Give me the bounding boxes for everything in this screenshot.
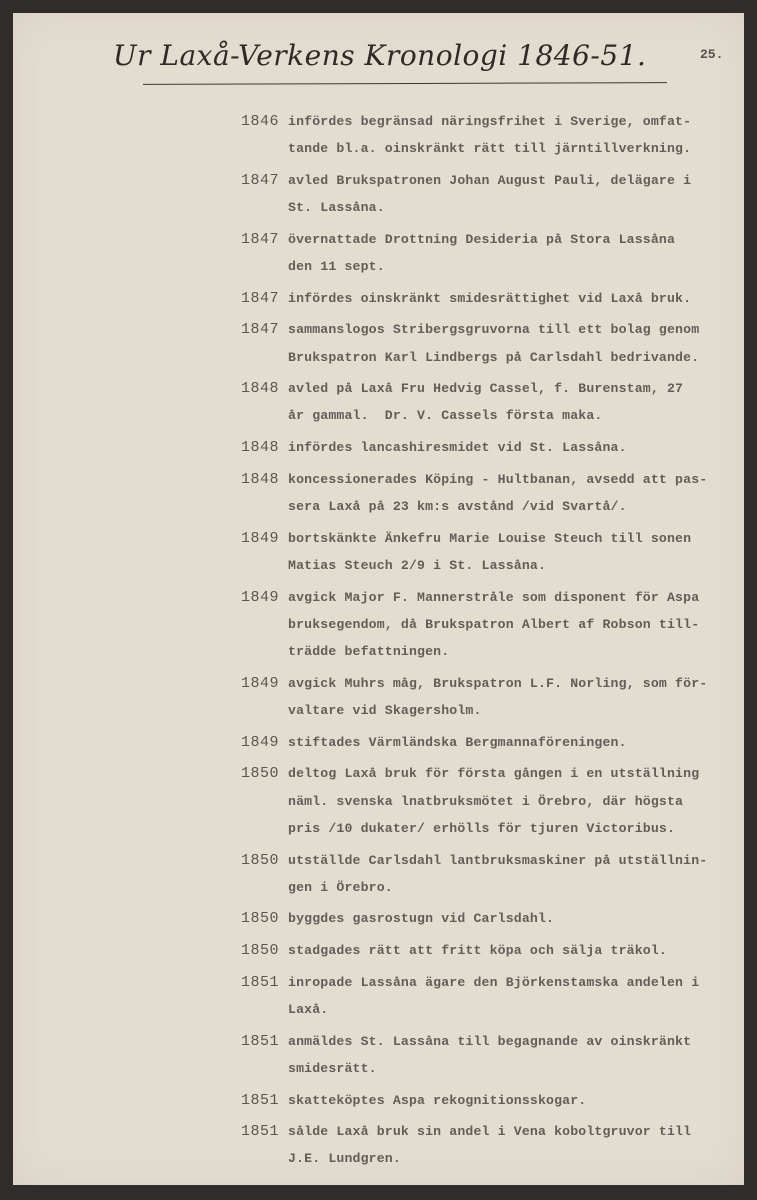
entry-text-line: trädde befattningen. [288, 644, 450, 660]
entry-year: 1851 [241, 1032, 280, 1050]
handwritten-title: Ur Laxå-Verkens Kronologi 1846-51. [113, 39, 647, 72]
entry-text-line: sammanslogos Stribergsgruvorna till ett bolag genom [288, 322, 700, 338]
entry-text-line: bruksegendom, då Brukspatron Albert af Robson till- [288, 616, 700, 632]
entry-year: 1850 [241, 910, 280, 928]
entry-text-line: år gammal. Dr. V. Cassels första maka. [288, 408, 603, 424]
entry-year: 1847 [241, 289, 280, 307]
entry-text-line: byggdes gasrostugn vid Carlsdahl. [288, 911, 555, 927]
entry-text-line: bortskänkte Änkefru Marie Louise Steuch till sonen [288, 530, 692, 546]
entry-year: 1850 [241, 851, 280, 869]
title-underline [143, 82, 667, 85]
entry-year: 1851 [241, 1123, 280, 1141]
entry-year: 1849 [241, 674, 280, 692]
entry-text-line: avgick Muhrs måg, Brukspatron L.F. Norling, som för- [288, 675, 708, 691]
entry-text-line: skatteköptes Aspa rekognitionsskogar. [288, 1092, 587, 1108]
entry-text-line: stadgades rätt att fritt köpa och sälja träkol. [288, 943, 667, 959]
entry-year: 1849 [241, 529, 280, 547]
entry-text-line: Brukspatron Karl Lindbergs på Carlsdahl bedrivande. [288, 349, 700, 365]
entry-text-line: smidesrätt. [288, 1060, 377, 1076]
entry-text-line: infördes oinskränkt smidesrättighet vid Laxå bruk. [288, 290, 692, 306]
entry-year: 1847 [241, 171, 280, 189]
entry-text-line: avled Brukspatronen Johan August Pauli, delägare i [288, 172, 692, 188]
entry-text-line: övernattade Drottning Desideria på Stora Lassåna [288, 231, 676, 247]
entry-year: 1850 [241, 765, 280, 783]
entry-text-line: gen i Örebro. [288, 879, 393, 895]
entry-text-line: anmäldes St. Lassåna till begagnande av oinskränkt [288, 1033, 692, 1049]
entry-year: 1850 [241, 942, 280, 960]
entry-text-line: utställde Carlsdahl lantbruksmaskiner på utställnin- [288, 852, 708, 868]
entry-year: 1848 [241, 439, 280, 457]
entry-text-line: St. Lassåna. [288, 200, 385, 216]
entry-year: 1851 [241, 973, 280, 991]
entry-text-line: deltog Laxå bruk för första gången i en utställning [288, 766, 700, 782]
entry-year: 1849 [241, 733, 280, 751]
entry-text-line: pris /10 dukater/ erhölls för tjuren Victoribus. [288, 820, 676, 836]
entry-text-line: Laxå. [288, 1001, 329, 1017]
entry-year: 1847 [241, 321, 280, 339]
entry-text-line: tande bl.a. oinskränkt rätt till järntillverkning. [288, 141, 692, 157]
entry-text-line: avled på Laxå Fru Hedvig Cassel, f. Burenstam, 27 [288, 381, 684, 397]
entry-text-line: koncessionerades Köping - Hultbanan, avsedd att pas- [288, 471, 708, 487]
entry-text-line: valtare vid Skagersholm. [288, 702, 482, 718]
entry-text-line: infördes lancashiresmidet vid St. Lassåna. [288, 440, 627, 456]
entry-text-line: den 11 sept. [288, 258, 385, 274]
entry-text-line: J.E. Lundgren. [288, 1151, 401, 1167]
entry-year: 1849 [241, 588, 280, 606]
entry-year: 1851 [241, 1091, 280, 1109]
entry-year: 1847 [241, 230, 280, 248]
entry-text-line: sålde Laxå bruk sin andel i Vena koboltgruvor till [288, 1124, 692, 1140]
entry-text-line: Matias Steuch 2/9 i St. Lassåna. [288, 557, 547, 573]
page-number: 25. [700, 47, 724, 62]
entry-year: 1848 [241, 470, 280, 488]
entry-text-line: stiftades Värmländska Bergmannaföreningen. [288, 734, 627, 750]
entry-year: 1846 [241, 113, 280, 130]
entry-text-line: sera Laxå på 23 km:s avstånd /vid Svartå/. [288, 499, 627, 515]
document-page [13, 13, 744, 1185]
entry-text-line: inropade Lassåna ägare den Björkenstamska andelen i [288, 974, 700, 990]
entry-text-line: näml. svenska lnatbruksmötet i Örebro, där högsta [288, 793, 684, 809]
entry-year: 1848 [241, 380, 280, 398]
entry-text-line: avgick Major F. Mannerstråle som disponent för Aspa [288, 589, 700, 605]
entry-text-line: infördes begränsad näringsfrihet i Sverige, omfat- [288, 114, 692, 129]
